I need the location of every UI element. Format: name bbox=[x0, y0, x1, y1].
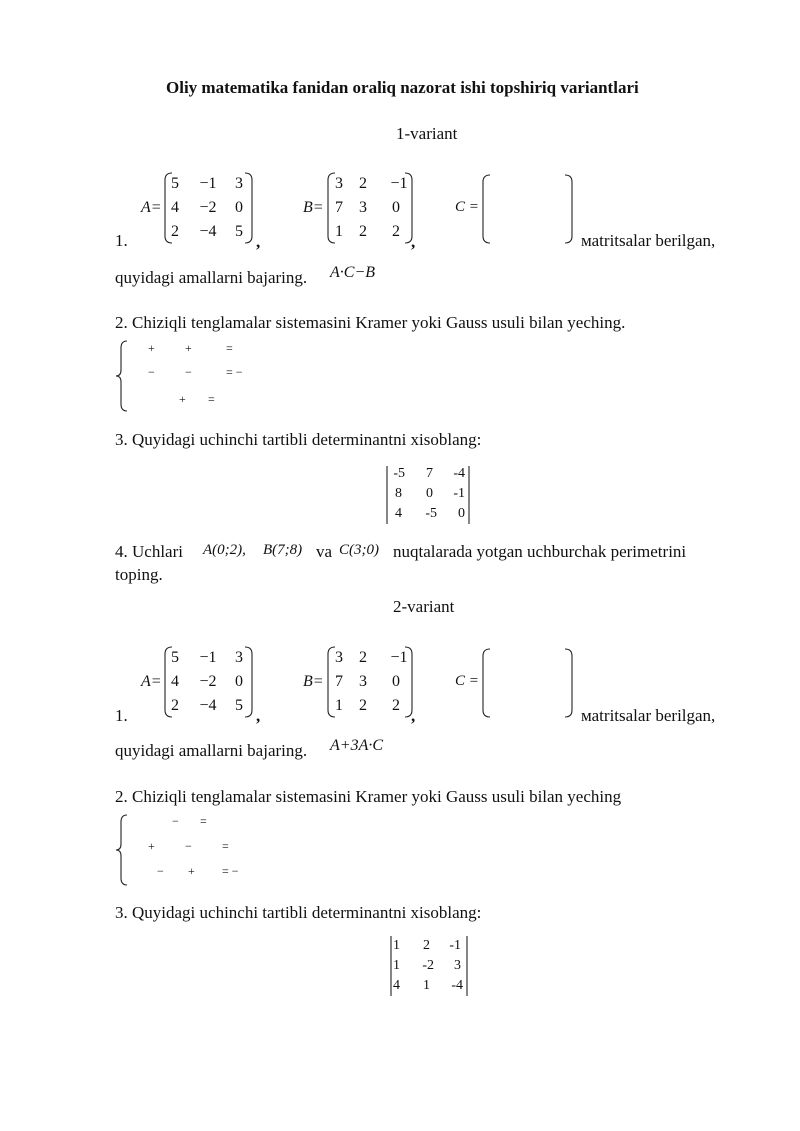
matrix-cell: −4 bbox=[199, 223, 217, 240]
v1-task4-rest: nuqtalarada yotgan uchburchak perimetrini bbox=[393, 542, 687, 561]
matrix-cell: 4 bbox=[171, 673, 179, 690]
matrix-cell: 2 bbox=[359, 649, 367, 666]
v1-task4-lead: 4. Uchlari bbox=[115, 542, 183, 561]
v1-task4-line2: toping. bbox=[115, 565, 163, 584]
system-operator: + bbox=[185, 341, 192, 355]
variant-1-heading: 1-variant bbox=[396, 124, 458, 143]
v1-comma-1: , bbox=[256, 232, 261, 251]
matrix-cell: 1 bbox=[335, 223, 343, 240]
v1-matrix-c-left-bracket bbox=[482, 174, 492, 244]
matrix-cell: −1 bbox=[199, 649, 217, 666]
system-operator: − bbox=[172, 814, 179, 828]
matrix-cell: 2 bbox=[171, 223, 179, 240]
det-cell: -2 bbox=[422, 958, 434, 973]
v1-matrix-a-label: A= bbox=[141, 199, 162, 216]
matrix-cell: 0 bbox=[235, 673, 243, 690]
matrix-cell: 3 bbox=[235, 175, 243, 192]
det-cell: 8 bbox=[395, 486, 402, 501]
matrix-cell: 7 bbox=[335, 673, 343, 690]
system-operator: − bbox=[148, 365, 155, 379]
matrix-cell: 3 bbox=[335, 175, 343, 192]
system-operator: − bbox=[185, 365, 192, 379]
variant-2-heading: 2-variant bbox=[393, 597, 455, 616]
v1-comma-2: , bbox=[411, 232, 416, 251]
matrix-cell: −2 bbox=[199, 673, 217, 690]
matrix-cell: −1 bbox=[390, 649, 408, 666]
v1-system-brace bbox=[115, 340, 129, 412]
det-cell: -5 bbox=[425, 506, 437, 521]
v1-matrix-c-label: C = bbox=[455, 199, 479, 215]
matrix-cell: −1 bbox=[390, 175, 408, 192]
v1-task3-text: 3. Quyidagi uchinchi tartibli determinantni xisoblang: bbox=[115, 430, 482, 449]
v2-matrix-c-right-bracket bbox=[564, 648, 574, 718]
matrix-cell: −4 bbox=[199, 697, 217, 714]
det-cell: -1 bbox=[449, 938, 461, 953]
v2-system-brace bbox=[115, 814, 129, 886]
matrix-cell: 4 bbox=[171, 199, 179, 216]
matrix-cell: −2 bbox=[199, 199, 217, 216]
det-cell: 0 bbox=[426, 486, 433, 501]
v2-matrix-c-left-bracket bbox=[482, 648, 492, 718]
system-operator: = bbox=[200, 814, 207, 828]
system-operator: + bbox=[148, 839, 155, 853]
matrix-cell: 1 bbox=[335, 697, 343, 714]
matrix-cell: 5 bbox=[235, 697, 243, 714]
v1-task2-text: 2. Chiziqli tenglamalar sistemasini Kramer yoki Gauss usuli bilan yeching. bbox=[115, 313, 626, 332]
page-title: Oliy matematika fanidan oraliq nazorat ishi topshiriq variantlari bbox=[166, 78, 639, 97]
matrix-cell: 7 bbox=[335, 199, 343, 216]
v1-task1-line2: quyidagi amallarni bajaring. bbox=[115, 268, 308, 287]
v1-task1-number: 1. bbox=[115, 231, 128, 250]
matrix-cell: 3 bbox=[359, 199, 367, 216]
det-cell: -5 bbox=[393, 466, 405, 481]
v2-matrix-a-right-bracket bbox=[244, 646, 254, 718]
matrix-cell: 0 bbox=[392, 199, 400, 216]
v1-point-c: C(3;0) bbox=[339, 542, 379, 558]
v1-task1-expression: A·C−B bbox=[330, 264, 376, 281]
system-operator: = bbox=[208, 392, 215, 406]
matrix-cell: 2 bbox=[359, 175, 367, 192]
matrix-cell: 0 bbox=[235, 199, 243, 216]
det-cell: -4 bbox=[453, 466, 465, 481]
matrix-cell: −1 bbox=[199, 175, 217, 192]
v1-det-right-bar bbox=[468, 466, 472, 524]
v2-task1-expression: A+3A·C bbox=[330, 737, 384, 754]
v2-comma-2: , bbox=[411, 706, 416, 725]
det-cell: 2 bbox=[423, 938, 430, 953]
system-operator: + bbox=[148, 341, 155, 355]
det-cell: 4 bbox=[393, 978, 400, 993]
v1-matrix-a-right-bracket bbox=[244, 172, 254, 244]
det-cell: 1 bbox=[393, 938, 400, 953]
v1-matrix-c-right-bracket bbox=[564, 174, 574, 244]
matrix-cell: 3 bbox=[359, 673, 367, 690]
v2-task1-line2: quyidagi amallarni bajaring. bbox=[115, 741, 308, 760]
system-operator: + bbox=[179, 392, 186, 406]
v2-task2-text: 2. Chiziqli tenglamalar sistemasini Kramer yoki Gauss usuli bilan yeching bbox=[115, 787, 622, 806]
v2-det-right-bar bbox=[466, 936, 470, 996]
system-operator: − bbox=[185, 839, 192, 853]
det-cell: 7 bbox=[426, 466, 433, 481]
v2-comma-1: , bbox=[256, 706, 261, 725]
v1-task4-va: va bbox=[316, 542, 333, 561]
det-cell: -4 bbox=[451, 978, 463, 993]
matrix-cell: 2 bbox=[171, 697, 179, 714]
det-cell: -1 bbox=[453, 486, 465, 501]
det-cell: 4 bbox=[395, 506, 402, 521]
v2-matrix-c-label: C = bbox=[455, 673, 479, 689]
v2-given-text: маtritsalar berilgan, bbox=[581, 706, 716, 725]
system-operator: = bbox=[222, 839, 229, 853]
v2-task1-number: 1. bbox=[115, 706, 128, 725]
matrix-cell: 2 bbox=[359, 223, 367, 240]
det-cell: 1 bbox=[423, 978, 430, 993]
matrix-cell: 3 bbox=[235, 649, 243, 666]
v2-matrix-b-label: B= bbox=[303, 673, 324, 690]
system-operator: = − bbox=[226, 365, 243, 379]
v1-given-text: маtritsalar berilgan, bbox=[581, 231, 716, 250]
matrix-cell: 0 bbox=[392, 673, 400, 690]
matrix-cell: 5 bbox=[235, 223, 243, 240]
matrix-cell: 5 bbox=[171, 175, 179, 192]
matrix-cell: 2 bbox=[392, 223, 400, 240]
system-operator: = − bbox=[222, 864, 239, 878]
system-operator: − bbox=[157, 864, 164, 878]
det-cell: 3 bbox=[454, 958, 461, 973]
v2-matrix-a-label: A= bbox=[141, 673, 162, 690]
v1-point-a: A(0;2), bbox=[203, 542, 246, 558]
matrix-cell: 2 bbox=[359, 697, 367, 714]
det-cell: 1 bbox=[393, 958, 400, 973]
v1-matrix-b-label: B= bbox=[303, 199, 324, 216]
v1-point-b: B(7;8) bbox=[263, 542, 303, 558]
matrix-cell: 5 bbox=[171, 649, 179, 666]
v2-task3-text: 3. Quyidagi uchinchi tartibli determinantni xisoblang: bbox=[115, 903, 482, 922]
det-cell: 0 bbox=[458, 506, 465, 521]
matrix-cell: 2 bbox=[392, 697, 400, 714]
matrix-cell: 3 bbox=[335, 649, 343, 666]
system-operator: = bbox=[226, 341, 233, 355]
system-operator: + bbox=[188, 864, 195, 878]
